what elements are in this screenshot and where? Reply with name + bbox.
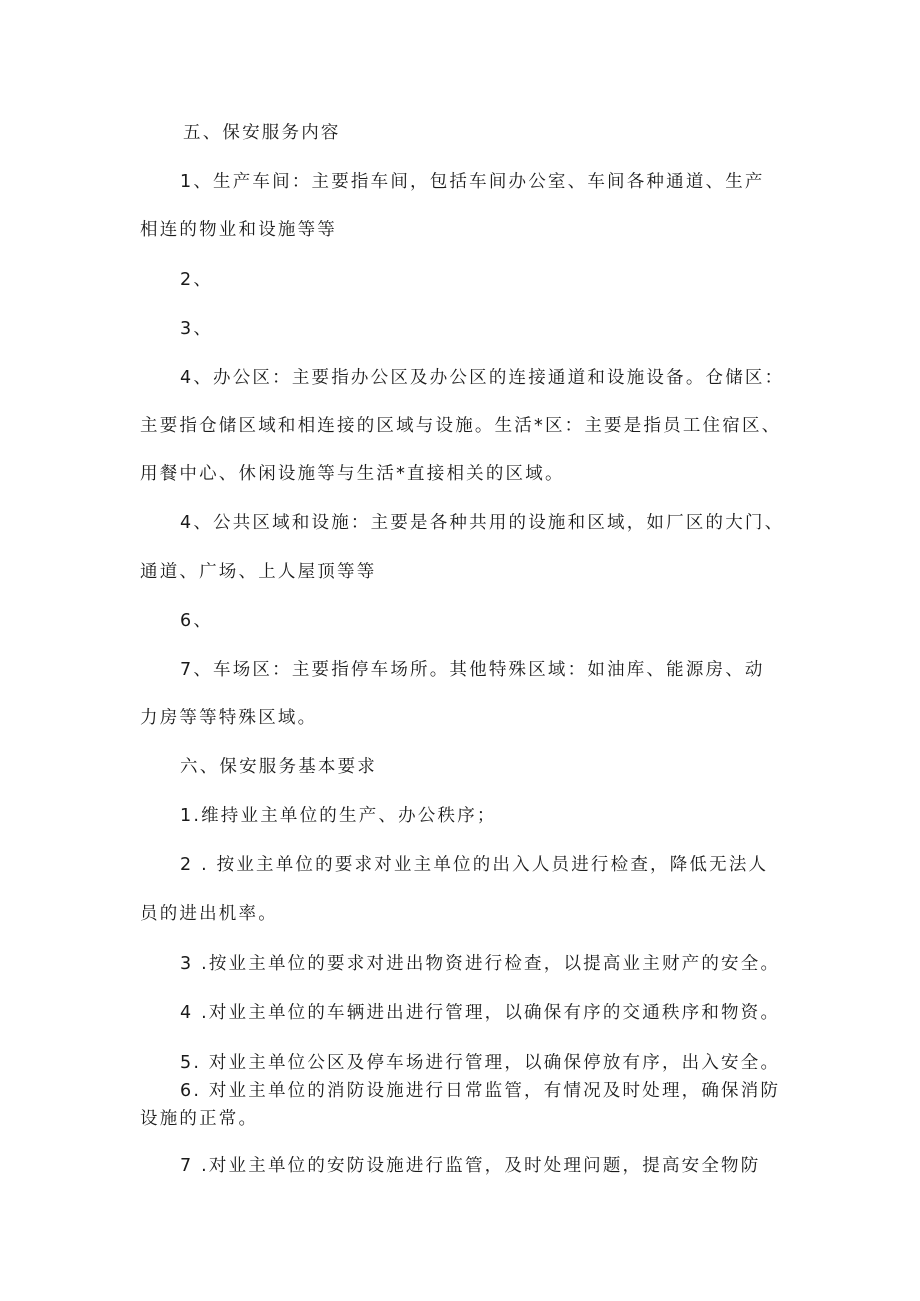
paragraph-line: 相连的物业和设施等等 (140, 220, 337, 240)
paragraph-line: 6、 (180, 611, 214, 631)
paragraph-line: 力房等等特殊区域。 (140, 708, 318, 728)
section-heading: 六、保安服务基本要求 (180, 757, 377, 777)
paragraph-line: 2 . 按业主单位的要求对业主单位的出入人员进行检查，降低无法人 (180, 855, 769, 875)
paragraph-line: 6. 对业主单位的消防设施进行日常监管，有情况及时处理，确保消防 (180, 1081, 781, 1101)
paragraph-line: 用餐中心、休闲设施等与生活*直接相关的区域。 (140, 464, 565, 484)
paragraph-line: 7 .对业主单位的安防设施进行监管，及时处理问题，提高安全物防 (180, 1156, 761, 1176)
paragraph-line: 主要指仓储区域和相连接的区域与设施。生活*区：主要是指员工住宿区、 (140, 416, 782, 436)
paragraph-line: 员的进出机率。 (140, 904, 278, 924)
paragraph-line: 1.维持业主单位的生产、办公秩序； (180, 806, 497, 826)
paragraph-line: 设施的正常。 (140, 1109, 259, 1129)
paragraph-line: 7、车场区：主要指停车场所。其他特殊区域：如油库、能源房、动 (180, 660, 765, 680)
paragraph-line: 1、生产车间：主要指车间，包括车间办公室、车间各种通道、生产 (180, 172, 765, 192)
paragraph-line: 5. 对业主单位公区及停车场进行管理，以确保停放有序，出入安全。 (180, 1053, 781, 1073)
paragraph-line: 2、 (180, 270, 214, 290)
paragraph-line: 4、办公区：主要指办公区及办公区的连接通道和设施设备。仓储区： (180, 368, 785, 388)
paragraph-line: 3、 (180, 319, 214, 339)
paragraph-line: 4、公共区域和设施：主要是各种共用的设施和区域，如厂区的大门、 (180, 513, 785, 533)
paragraph-line: 通道、广场、上人屋顶等等 (140, 562, 377, 582)
section-heading: 五、保安服务内容 (183, 123, 341, 143)
paragraph-line: 4 .对业主单位的车辆进出进行管理，以确保有序的交通秩序和物资。 (180, 1003, 781, 1023)
paragraph-line: 3 .按业主单位的要求对进出物资进行检查，以提高业主财产的安全。 (180, 954, 781, 974)
